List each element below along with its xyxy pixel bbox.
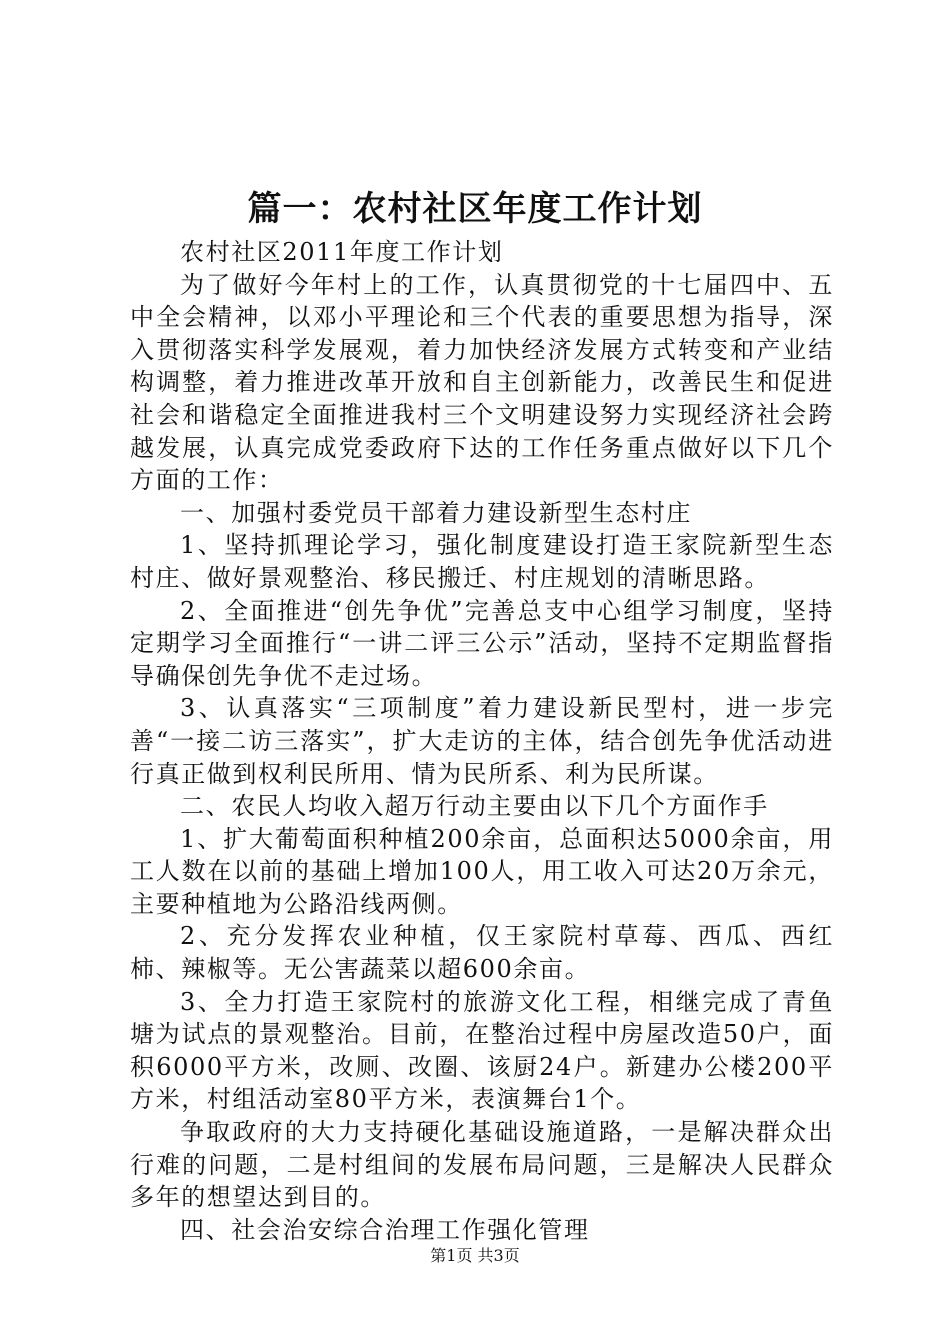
paragraph-item: 争取政府的大力支持硬化基础设施道路，一是解决群众出行难的问题，二是村组间的发展布局问题，三是解决人民群众多年的想望达到目的。 bbox=[130, 1118, 834, 1212]
section-heading-4: 四、社会治安综合治理工作强化管理 bbox=[180, 1215, 590, 1244]
document-body bbox=[130, 236, 834, 1246]
paragraph-item: 1、坚持抓理论学习，强化制度建设打造王家院新型生态村庄、做好景观整治、移民搬迁、村庄规划的清晰思路。 bbox=[130, 531, 834, 592]
document-title: 篇一：农村社区年度工作计划 bbox=[247, 189, 703, 229]
section-heading-1: 一、加强村委党员干部着力建设新型生态村庄 bbox=[180, 498, 692, 527]
paragraph-item: 3、认真落实“三项制度”着力建设新民型村，进一步完善“一接二访三落实”，扩大走访的主体，结合创先争优活动进行真正做到权利民所用、情为民所系、利为民所谋。 bbox=[130, 694, 834, 788]
page-number-footer: 第1页 共3页 bbox=[430, 1246, 520, 1265]
paragraph-item: 2、全面推进“创先争优”完善总支中心组学习制度，坚持定期学习全面推行“一讲二评三公示”活动，坚持不定期监督指导确保创先争优不走过场。 bbox=[130, 596, 834, 690]
paragraph-item: 2、充分发挥农业种植，仅王家院村草莓、西瓜、西红柿、辣椒等。无公害蔬菜以超600余亩。 bbox=[130, 922, 834, 984]
paragraph-item: 3、全力打造王家院村的旅游文化工程，相继完成了青鱼塘为试点的景观整治。目前，在整治过程中房屋改造50户，面积6000平方米，改厕、改圈、该厨24户。新建办公楼200平方米，村组活动室80平方米，表演舞台1个。 bbox=[130, 987, 834, 1114]
paragraph-intro: 为了做好今年村上的工作，认真贯彻党的十七届四中、五中全会精神，以邓小平理论和三个代表的重要思想为指导，深入贯彻落实科学发展观，着力加快经济发展方式转变和产业结构调整，着力推进改革开放和自主创新能力，改善民生和促进社会和谐稳定全面推进我村三个文明建设努力实现经济社会跨越发展，认真完成党委政府下达的工作任务重点做好以下几个方面的工作： bbox=[130, 270, 834, 495]
section-heading-2: 二、农民人均收入超万行动主要由以下几个方面作手 bbox=[180, 792, 769, 821]
paragraph-item: 1、扩大葡萄面积种植200余亩，总面积达5000余亩，用工人数在以前的基础上增加100人，用工收入可达20万余元，主要种植地为公路沿线两侧。 bbox=[130, 824, 834, 918]
paragraph-subtitle: 农村社区2011年度工作计划 bbox=[180, 238, 504, 266]
